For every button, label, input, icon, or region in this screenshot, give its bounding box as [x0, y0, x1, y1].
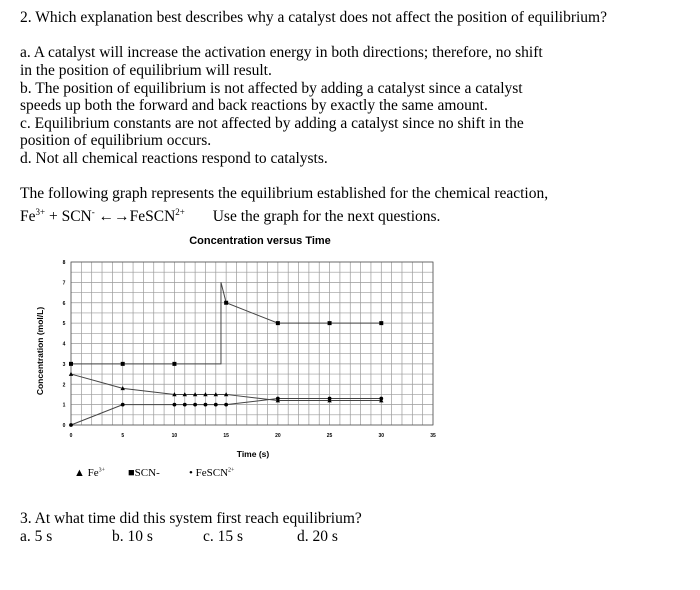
y-tick-label: 2 — [62, 382, 66, 389]
circle-marker — [214, 403, 218, 407]
chart-ticks — [63, 260, 436, 439]
square-marker — [69, 362, 73, 366]
x-axis-label: Time (s) — [236, 449, 270, 459]
fescn-ion: FeSCN — [129, 208, 176, 226]
y-tick-label: 3 — [62, 361, 66, 368]
graph-intro: The following graph represents the equilibrium established for the chemical reaction, — [20, 185, 549, 202]
square-marker — [276, 321, 280, 325]
legend-scn-label: SCN — [134, 467, 157, 479]
square-marker-icon: ■ — [128, 467, 135, 479]
y-tick-label: 4 — [62, 341, 66, 348]
option-a-line2: in the position of equilibrium will result. — [20, 62, 272, 79]
square-marker — [379, 321, 383, 325]
x-tick-label: 25 — [326, 433, 333, 439]
legend-fescn-label: FeSCN — [195, 467, 229, 479]
fe-charge: 3+ — [35, 207, 46, 217]
option-d: d. Not all chemical reactions respond to catalysts. — [20, 150, 328, 167]
x-tick-label: 10 — [171, 433, 178, 439]
circle-marker — [121, 403, 125, 407]
y-tick-label: 7 — [62, 280, 66, 287]
fescn-charge: 2+ — [175, 207, 185, 217]
circle-marker — [173, 403, 177, 407]
scn-ion: + SCN — [45, 208, 92, 226]
square-marker — [172, 362, 176, 366]
fe-ion: Fe — [20, 208, 36, 226]
circle-marker — [193, 403, 197, 407]
chart-title: Concentration versus Time — [189, 235, 331, 247]
legend-fe-label: Fe — [87, 467, 99, 479]
choice-d: d. 20 s — [297, 528, 338, 545]
circle-marker — [204, 403, 208, 407]
choice-c: c. 15 s — [203, 528, 244, 545]
choice-a: a. 5 s — [20, 528, 53, 545]
square-marker — [224, 301, 228, 305]
graph-instruction: Use the graph for the next questions. — [212, 208, 441, 226]
legend-fe-charge: 3+ — [98, 467, 106, 474]
y-tick-label: 5 — [62, 321, 66, 328]
circle-marker — [379, 397, 383, 401]
x-tick-label: 30 — [378, 433, 385, 439]
y-tick-label: 0 — [62, 423, 66, 429]
y-tick-label: 1 — [62, 402, 66, 409]
square-marker — [328, 321, 332, 325]
option-c-line2: position of equilibrium occurs. — [20, 132, 212, 149]
circle-marker — [183, 403, 187, 407]
circle-marker-icon: • — [189, 467, 193, 479]
legend-fe — [74, 467, 105, 479]
circle-marker — [328, 397, 332, 401]
option-b-line1: b. The position of equilibrium is not affected by adding a catalyst since a catalyst — [20, 80, 523, 97]
x-tick-label: 20 — [275, 433, 281, 439]
choice-b: b. 10 s — [112, 528, 153, 545]
legend-fescn-charge: 2+ — [228, 467, 235, 474]
x-tick-label: 5 — [121, 433, 125, 439]
circle-marker — [224, 403, 228, 407]
circle-marker — [69, 423, 73, 427]
option-c-line1: c. Equilibrium constants are not affected by adding a catalyst since no shift in the — [20, 115, 524, 132]
y-axis-label: Concentration (mol/L) — [35, 306, 45, 396]
legend-fescn — [189, 467, 234, 479]
legend-scn — [128, 467, 160, 479]
y-tick-label: 6 — [62, 300, 66, 307]
equilibrium-arrow: ←→ — [94, 208, 130, 226]
circle-marker — [276, 397, 280, 401]
option-b-line2: speeds up both the forward and back reactions by exactly the same amount. — [20, 97, 488, 114]
y-tick-label: 8 — [62, 260, 66, 266]
x-tick-label: 0 — [69, 433, 73, 439]
option-a-line1: a. A catalyst will increase the activation energy in both directions; therefore, no shift — [20, 44, 543, 61]
x-tick-label: 15 — [223, 433, 229, 439]
legend-scn-charge: - — [156, 467, 160, 479]
question-3-prompt: 3. At what time did this system first reach equilibrium? — [20, 510, 362, 527]
square-marker — [121, 362, 125, 366]
question-2-prompt: 2. Which explanation best describes why a catalyst does not affect the position of equilibrium? — [20, 9, 607, 26]
x-tick-label: 35 — [430, 433, 436, 439]
triangle-marker-icon: ▲ — [74, 467, 85, 479]
scn-charge: - — [91, 207, 95, 217]
